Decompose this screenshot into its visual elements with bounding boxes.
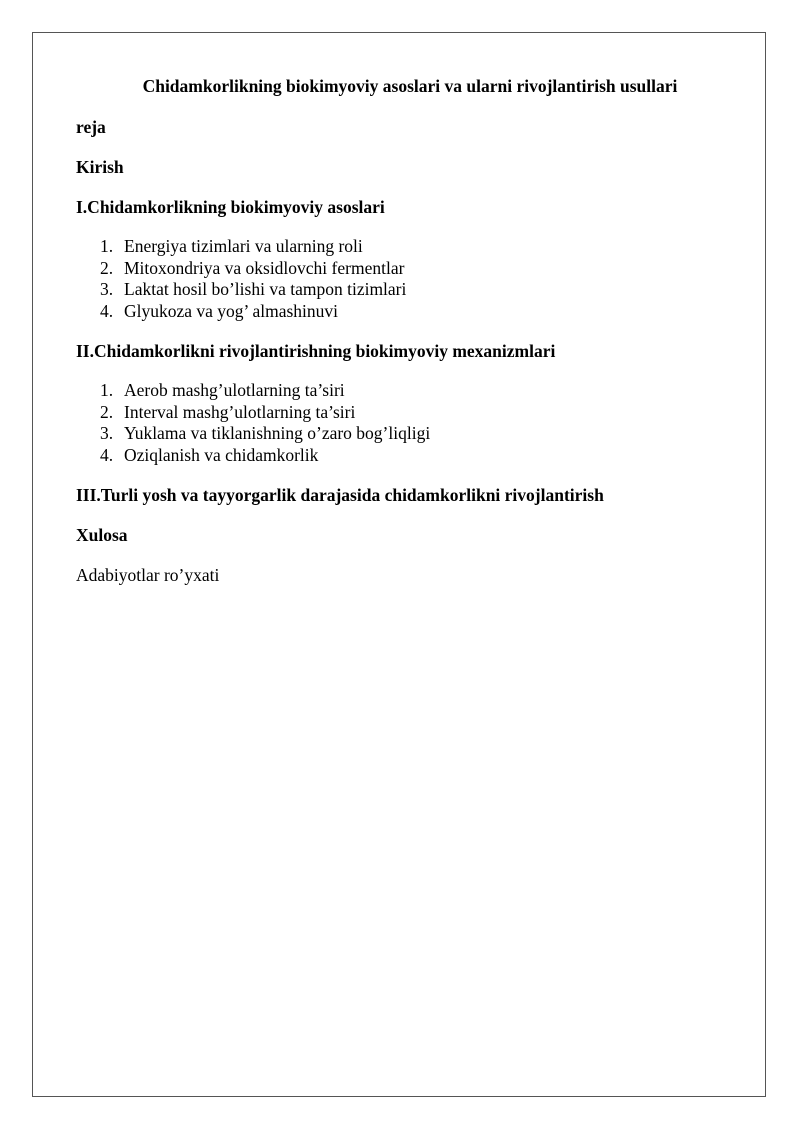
list-item (76, 380, 736, 402)
plan-label: reja (76, 117, 106, 137)
list-item-number: 2. (100, 257, 114, 278)
section1-heading: I.Chidamkorlikning biokimyoviy asoslari (76, 197, 385, 217)
document-body (76, 74, 736, 586)
list-item-text: Energiya tizimlari va ularning roli (124, 236, 363, 256)
list-item-number: 2. (100, 401, 114, 422)
list-item-text: Laktat hosil bo’lishi va tampon tizimlari (124, 279, 407, 299)
list-item-text: Yuklama va tiklanishning o’zaro bog’liqligi (124, 423, 431, 443)
list-item-number: 1. (100, 236, 114, 256)
list-item-text: Oziqlanish va chidamkorlik (124, 444, 319, 465)
list-item (76, 258, 736, 280)
list-item (76, 279, 736, 301)
list-item (76, 402, 736, 424)
section1-list (76, 236, 736, 322)
list-item-number: 3. (100, 279, 114, 299)
document-title: Chidamkorlikning biokimyoviy asoslari va ularni rivojlantirish usullari (142, 76, 678, 96)
list-item-text: Glyukoza va yog’ almashinuvi (124, 300, 338, 321)
intro-heading: Kirish (76, 157, 124, 177)
section2-heading: II.Chidamkorlikni rivojlantirishning biokimyoviy mexanizmlari (76, 341, 556, 361)
list-item-text: Mitoxondriya va oksidlovchi fermentlar (124, 257, 405, 278)
list-item-number: 1. (100, 380, 114, 400)
list-item-number: 4. (100, 444, 114, 465)
list-item (76, 236, 736, 258)
list-item-number: 3. (100, 423, 114, 443)
section2-list (76, 380, 736, 466)
section3-heading: III.Turli yosh va tayyorgarlik darajasida chidamkorlikni rivojlantirish (76, 485, 604, 505)
list-item-text: Aerob mashg’ulotlarning ta’siri (124, 380, 345, 400)
conclusion-heading: Xulosa (76, 525, 128, 545)
list-item (76, 423, 736, 445)
list-item-number: 4. (100, 300, 114, 321)
list-item (76, 445, 736, 467)
list-item (76, 301, 736, 323)
references-label: Adabiyotlar ro’yxati (76, 565, 220, 585)
list-item-text: Interval mashg’ulotlarning ta’siri (124, 401, 356, 422)
